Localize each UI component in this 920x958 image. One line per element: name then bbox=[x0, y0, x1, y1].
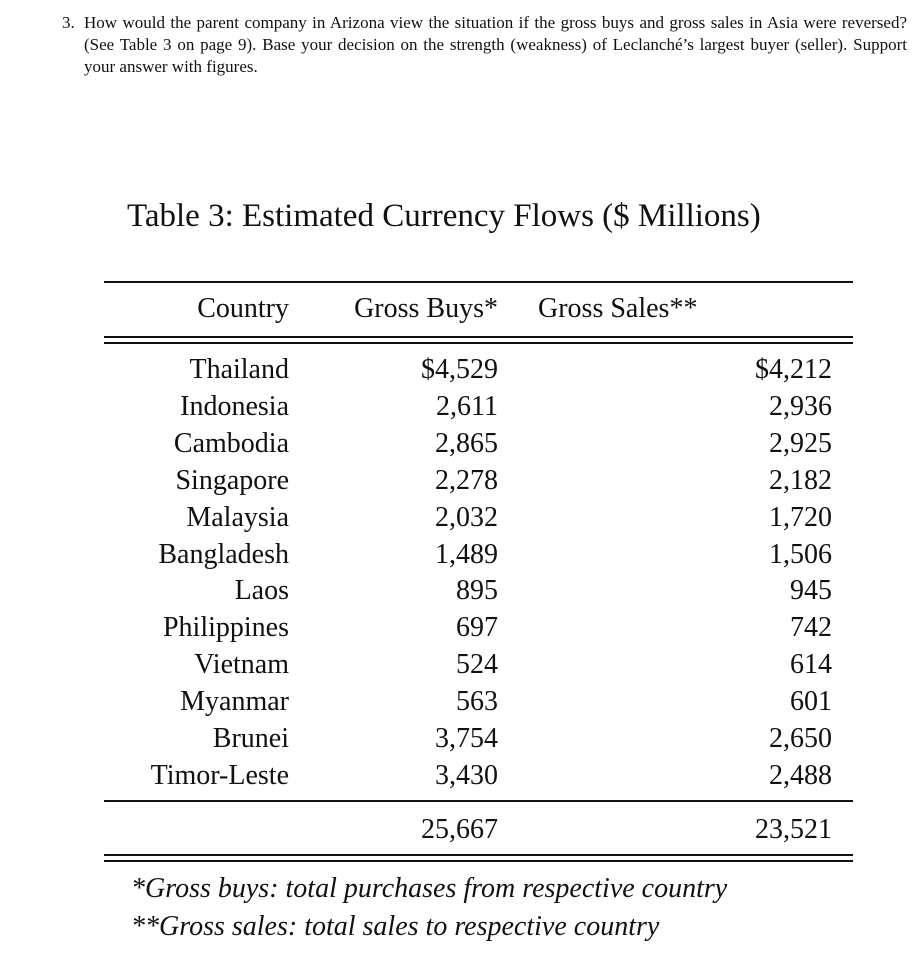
total-gross-sales: 23,521 bbox=[755, 814, 832, 845]
row-gross-sales: 742 bbox=[790, 612, 832, 643]
bottom-double-rule-bottom bbox=[104, 860, 853, 862]
row-gross-buys: 2,611 bbox=[436, 391, 498, 422]
row-gross-sales: 601 bbox=[790, 686, 832, 717]
row-gross-buys: 563 bbox=[456, 686, 498, 717]
row-gross-sales: 2,936 bbox=[769, 391, 832, 422]
table-caption: Table 3: Estimated Currency Flows ($ Millions) bbox=[127, 198, 761, 234]
header-gross-sales: Gross Sales** bbox=[538, 293, 698, 324]
row-gross-buys: 524 bbox=[456, 649, 498, 680]
table-top-rule bbox=[104, 281, 853, 283]
footnote-gross-sales: **Gross sales: total sales to respective country bbox=[131, 911, 660, 942]
row-country: Thailand bbox=[189, 354, 289, 385]
header-gross-buys: Gross Buys* bbox=[354, 293, 498, 324]
row-country: Bangladesh bbox=[158, 539, 289, 570]
row-country: Timor-Leste bbox=[150, 760, 289, 791]
header-double-rule-top bbox=[104, 336, 853, 338]
row-country: Vietnam bbox=[194, 649, 289, 680]
row-gross-sales: 2,925 bbox=[769, 428, 832, 459]
question-block bbox=[62, 12, 907, 78]
row-gross-buys: 2,278 bbox=[435, 465, 498, 496]
row-gross-sales: 945 bbox=[790, 575, 832, 606]
row-gross-buys: 697 bbox=[456, 612, 498, 643]
row-gross-buys: 2,032 bbox=[435, 502, 498, 533]
question-text: How would the parent company in Arizona view the situation if the gross buys and gross sales in Asia were reversed? (See Table 3 on page 9). Base your decision on the strength (weakness) of Leclanché’s largest buyer (seller). Support your answer with figures. bbox=[84, 13, 907, 76]
row-gross-buys: $4,529 bbox=[421, 354, 498, 385]
row-country: Indonesia bbox=[180, 391, 289, 422]
row-gross-buys: 3,754 bbox=[435, 723, 498, 754]
header-country: Country bbox=[197, 293, 289, 324]
row-country: Malaysia bbox=[186, 502, 289, 533]
bottom-double-rule-top bbox=[104, 854, 853, 856]
row-gross-buys: 1,489 bbox=[435, 539, 498, 570]
row-gross-buys: 3,430 bbox=[435, 760, 498, 791]
row-gross-sales: 2,182 bbox=[769, 465, 832, 496]
question-number: 3. bbox=[62, 13, 75, 32]
total-gross-buys: 25,667 bbox=[421, 814, 498, 845]
row-gross-buys: 895 bbox=[456, 575, 498, 606]
row-gross-sales: 2,650 bbox=[769, 723, 832, 754]
footnote-gross-buys: *Gross buys: total purchases from respective country bbox=[131, 873, 728, 904]
row-country: Cambodia bbox=[173, 428, 289, 459]
row-gross-buys: 2,865 bbox=[435, 428, 498, 459]
row-gross-sales: 1,720 bbox=[769, 502, 832, 533]
row-country: Myanmar bbox=[180, 686, 289, 717]
row-gross-sales: 2,488 bbox=[769, 760, 832, 791]
row-country: Philippines bbox=[162, 612, 289, 643]
row-country: Singapore bbox=[175, 465, 289, 496]
row-gross-sales: $4,212 bbox=[755, 354, 832, 385]
row-gross-sales: 614 bbox=[790, 649, 832, 680]
row-gross-sales: 1,506 bbox=[769, 539, 832, 570]
row-country: Brunei bbox=[212, 723, 289, 754]
row-country: Laos bbox=[234, 575, 289, 606]
header-double-rule-bottom bbox=[104, 342, 853, 344]
totals-rule bbox=[104, 800, 853, 802]
